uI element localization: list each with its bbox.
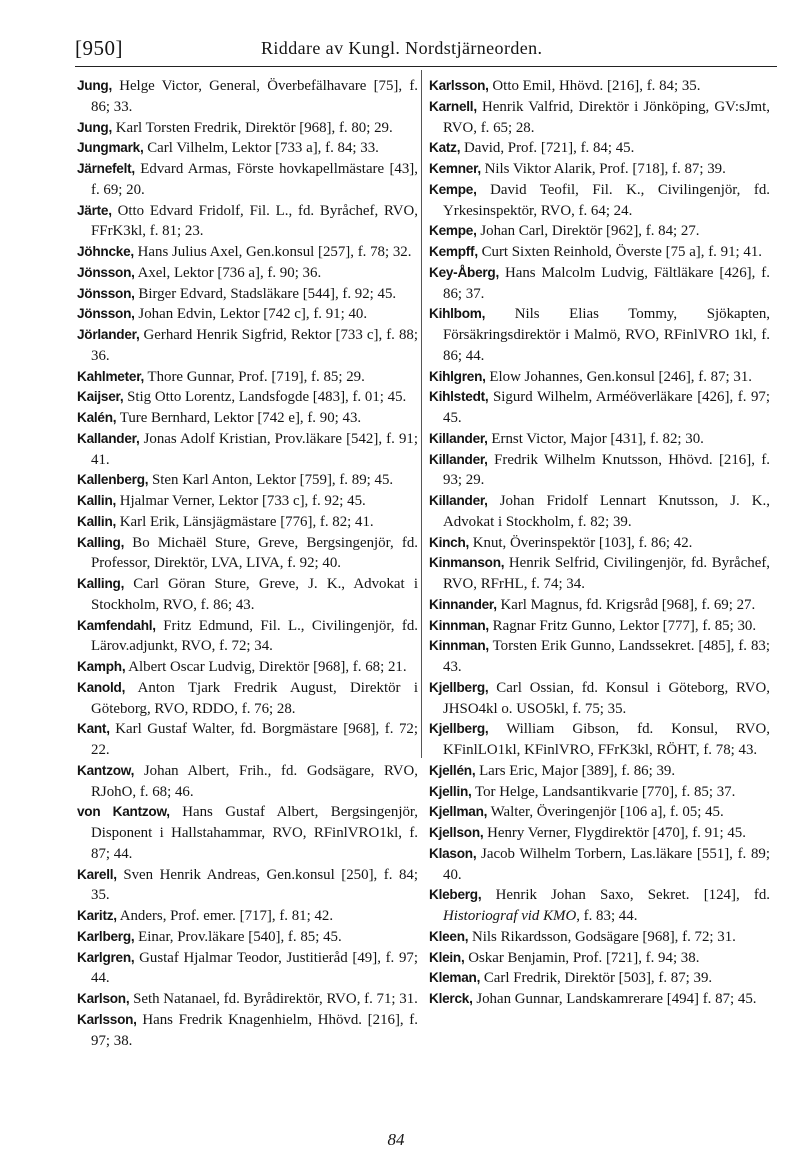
entry-details: Carl Göran Sture, Greve, J. K., Advokat i Stockholm, RVO, f. 86; 43.	[91, 576, 418, 613]
entry-details: Henrik Selfrid, Civilingenjör, fd. Byråchef, RVO, RFrHL, f. 74; 34.	[443, 555, 770, 592]
entry-details: Torsten Erik Gunno, Landssekret. [485], f. 83; 43.	[443, 638, 770, 675]
entry	[77, 284, 418, 305]
entry-details: Hans Malcolm Ludvig, Fältläkare [426], f. 86; 37.	[443, 264, 770, 302]
entry-surname: Järte,	[77, 202, 112, 218]
entry-surname: Jung,	[77, 119, 112, 135]
entry	[429, 802, 770, 823]
entry-details: Henrik Valfrid, Direktör i Jönköping, GV:sJmt, RVO, f. 65; 28.	[443, 98, 770, 136]
entry-surname: Karlsson,	[429, 78, 489, 93]
entry-details: Karl Torsten Fredrik, Direktör [968], f. 80; 29.	[112, 119, 393, 136]
entry-details: Sigurd Wilhelm, Arméöverläkare [426], f. 97; 45.	[443, 389, 770, 426]
column-divider	[421, 70, 422, 758]
entry	[77, 989, 418, 1010]
entry-surname: Killander,	[429, 430, 488, 446]
entry-surname: Karnell,	[429, 98, 477, 114]
entry	[429, 678, 770, 720]
entry-details: Gustaf Hjalmar Teodor, Justitieråd [49], f. 97; 44.	[91, 949, 418, 987]
entry	[429, 97, 770, 139]
entry-details: Hans Gustaf Albert, Bergsingenjör, Disponent i Hallstahammar, RVO, RFinlVRO1kl, f. 87; 44.	[91, 804, 418, 862]
entry-surname: Karlsson,	[77, 1011, 137, 1027]
entry-surname: Kjellin,	[429, 783, 472, 799]
entry-surname: Karlson,	[77, 991, 130, 1006]
entry	[77, 761, 418, 803]
entry-details: Carl Vilhelm, Lektor [733 a], f. 84; 33.	[143, 140, 379, 157]
entry-details: Birger Edvard, Stadsläkare [544], f. 92; 45.	[134, 285, 397, 302]
entry	[429, 989, 770, 1010]
entry-surname: Karlgren,	[77, 949, 135, 965]
entry-details: Einar, Prov.läkare [540], f. 85; 45.	[134, 928, 342, 945]
entry-surname: Kempe,	[429, 181, 477, 197]
entry-details: Hjalmar Verner, Lektor [733 c], f. 92; 45.	[116, 493, 366, 509]
entry	[429, 761, 770, 782]
entry-details: Sten Karl Anton, Lektor [759], f. 89; 45.	[148, 472, 394, 489]
entry-surname: Kleman,	[429, 970, 481, 986]
entry	[77, 533, 418, 575]
entry	[429, 450, 770, 492]
entry-surname: Kjellén,	[429, 762, 476, 778]
entry-details: Thore Gunnar, Prof. [719], f. 85; 29.	[144, 368, 365, 385]
entry-details: Fredrik Wilhelm Knutsson, Hhövd. [216], f. 93; 29.	[443, 451, 770, 489]
entry-surname: Key-Åberg,	[429, 264, 500, 280]
entry-details: Oskar Benjamin, Prof. [721], f. 94; 38.	[464, 949, 700, 966]
entry-details: Tor Helge, Landsantikvarie [770], f. 85; 37.	[471, 783, 736, 800]
entry	[77, 367, 418, 388]
entry-surname: Karlberg,	[77, 928, 135, 944]
entry	[429, 533, 770, 554]
entry-details: Henry Verner, Flygdirektör [470], f. 91; 45.	[483, 825, 746, 841]
entry-surname: Jönsson,	[77, 285, 135, 301]
entry	[429, 968, 770, 989]
entry-details: William Gibson, fd. Konsul, RVO, KFinlLO1kl, KFinlVRO, FFrK3kl, RÖHT, f. 78; 43.	[443, 721, 770, 758]
entry-details: Nils Viktor Alarik, Prof. [718], f. 87; 39.	[480, 161, 726, 177]
entry-details: Jacob Wilhelm Torbern, Las.läkare [551], f. 89; 40.	[443, 845, 770, 883]
entry-details: Bo Michaël Sture, Greve, Bergsingenjör, fd. Professor, Direktör, LVA, LIVA, f. 92; 40.	[91, 534, 418, 572]
entry-details: Knut, Överinspektör [103], f. 86; 42.	[469, 534, 693, 551]
entry-surname: Jönsson,	[77, 306, 135, 322]
entry-details: Johan Albert, Frih., fd. Godsägare, RVO, RJohO, f. 68; 46.	[91, 762, 418, 800]
entry-surname: Jöhncke,	[77, 244, 134, 259]
header-rule	[75, 66, 777, 67]
entry	[429, 782, 770, 803]
entry-details: Karl Erik, Länsjägmästare [776], f. 82; 41.	[116, 513, 374, 530]
entry-surname: Kihlstedt,	[429, 389, 489, 405]
entry-surname: Kaijser,	[77, 389, 124, 405]
entry	[77, 927, 418, 948]
entry-surname: Jung,	[77, 78, 112, 93]
entry	[429, 367, 770, 388]
entry	[429, 263, 770, 305]
footer-page-number: 84	[387, 1130, 405, 1149]
entry-surname: Killander,	[429, 493, 488, 508]
page-title: Riddare av Kungl. Nordstjärneorden.	[261, 38, 543, 58]
entry-surname: Kinnman,	[429, 638, 489, 654]
entry	[77, 865, 418, 907]
entry	[77, 616, 418, 658]
entry-surname: Kamfendahl,	[77, 617, 156, 633]
entry	[429, 595, 770, 616]
entry-details: Helge Victor, General, Överbefälhavare [75], f. 86; 33.	[91, 78, 418, 115]
entry-details: Walter, Överingenjör [106 a], f. 05; 45.	[487, 804, 724, 821]
entry-surname: Jönsson,	[77, 264, 135, 280]
entry	[77, 429, 418, 471]
entry-details: Johan Fridolf Lennart Knutsson, J. K., Advokat i Stockholm, f. 82; 39.	[443, 493, 770, 530]
entry-surname: Kihlgren,	[429, 368, 486, 384]
entry	[77, 1010, 418, 1052]
entry-surname: Kleen,	[429, 928, 469, 944]
entry-surname: Kihlbom,	[429, 306, 486, 322]
entry-details: Nils Rikardsson, Godsägare [968], f. 72; 31.	[468, 928, 736, 945]
entry-details: Johan Gunnar, Landskamrerare [494] f. 87; 45.	[472, 991, 757, 1007]
entry	[429, 159, 770, 180]
entry-details: Edvard Armas, Förste hovkapellmästare [43], f. 69; 20.	[91, 161, 418, 198]
right-column	[429, 76, 770, 1010]
entry-details: Johan Edvin, Lektor [742 c], f. 91; 40.	[134, 306, 368, 323]
entry-surname: Klein,	[429, 949, 465, 965]
entry-surname: Kjellman,	[429, 804, 488, 820]
entry-details: Hans Julius Axel, Gen.konsul [257], f. 78; 32.	[133, 244, 412, 260]
entry	[77, 512, 418, 533]
entry-surname: Kallin,	[77, 513, 117, 529]
entry	[429, 948, 770, 969]
entry-details: Karl Magnus, fd. Krigsråd [968], f. 69; 27.	[496, 596, 756, 613]
entry-details: Seth Natanael, fd. Byrådirektör, RVO, f. 71; 31.	[129, 991, 418, 1007]
entry	[77, 470, 418, 491]
entry	[77, 802, 418, 864]
entry	[429, 823, 770, 844]
entry-surname: von Kantzow,	[77, 804, 170, 820]
entry-details: Gerhard Henrik Sigfrid, Rektor [733 c], f. 88; 36.	[91, 327, 418, 364]
page-number: [950]	[75, 36, 123, 60]
entry-details: Stig Otto Lorentz, Landsfogde [483], f. 01; 45.	[123, 389, 407, 406]
entry-surname: Kempff,	[429, 244, 478, 259]
entry	[429, 138, 770, 159]
entry-surname: Kalén,	[77, 410, 117, 425]
entry-surname: Järnefelt,	[77, 161, 135, 176]
entry-details: Elow Johannes, Gen.konsul [246], f. 87; 31.	[485, 368, 753, 385]
left-column	[77, 76, 418, 1051]
entry	[77, 948, 418, 990]
entry-surname: Jörlander,	[77, 327, 140, 342]
entry-surname: Klerck,	[429, 991, 473, 1006]
entry-surname: Kallander,	[77, 430, 140, 446]
entry	[429, 387, 770, 429]
entry-surname: Kant,	[77, 721, 110, 737]
entry-details: Anton Tjark Fredrik August, Direktör i Göteborg, RVO, RDDO, f. 76; 28.	[91, 679, 418, 717]
entry-surname: Kinnander,	[429, 596, 497, 612]
entry-details: Karl Gustaf Walter, fd. Borgmästare [968], f. 72; 22.	[91, 721, 418, 758]
entry	[77, 242, 418, 263]
entry-details: Otto Emil, Hhövd. [216], f. 84; 35.	[488, 78, 701, 94]
entry-surname: Karell,	[77, 866, 117, 882]
entry	[77, 201, 418, 243]
entry-surname: Kinmanson,	[429, 555, 505, 571]
entry-details: Hans Fredrik Knagenhielm, Hhövd. [216], f. 97; 38.	[91, 1011, 418, 1049]
entry-surname: Kjellberg,	[429, 721, 489, 737]
entry	[429, 242, 770, 263]
entry	[77, 491, 418, 512]
entry	[77, 678, 418, 720]
entry-details: Ture Bernhard, Lektor [742 e], f. 90; 43.	[116, 410, 362, 426]
entry	[429, 885, 770, 927]
entry-surname: Klason,	[429, 845, 477, 861]
entry	[77, 138, 418, 159]
entry	[429, 76, 770, 97]
entry-surname: Kleberg,	[429, 887, 482, 903]
entry-details: Carl Fredrik, Direktör [503], f. 87; 39.	[480, 970, 713, 987]
entry-surname: Karitz,	[77, 908, 117, 923]
entry	[77, 387, 418, 408]
entry-surname: Kemner,	[429, 161, 481, 176]
entry-details: David, Prof. [721], f. 84; 45.	[460, 140, 635, 157]
entry	[429, 636, 770, 678]
entry	[77, 159, 418, 201]
entry	[429, 180, 770, 222]
entry	[77, 263, 418, 284]
page-header	[75, 36, 775, 66]
entry	[77, 408, 418, 429]
entry-details: Henrik Johan Saxo, Sekret. [124], fd. Historiograf vid KMO, f. 83; 44.	[443, 887, 770, 924]
entry-surname: Katz,	[429, 140, 461, 156]
entry-details: Curt Sixten Reinhold, Överste [75 a], f. 91; 41.	[477, 244, 762, 260]
entry-surname: Kempe,	[429, 223, 477, 239]
entry	[77, 304, 418, 325]
entry-surname: Killander,	[429, 451, 488, 467]
entry-details: Lars Eric, Major [389], f. 86; 39.	[475, 762, 676, 779]
entry-details: David Teofil, Fil. K., Civilingenjör, fd. Yrkesinspektör, RVO, f. 64; 24.	[443, 181, 770, 219]
entry-surname: Kjellson,	[429, 825, 484, 840]
entry-surname: Kjellberg,	[429, 679, 489, 695]
entry-surname: Kalling,	[77, 534, 125, 550]
entry	[77, 76, 418, 118]
entry	[429, 553, 770, 595]
entry-surname: Kahlmeter,	[77, 368, 145, 384]
entry-surname: Kalling,	[77, 576, 125, 591]
entry	[77, 118, 418, 139]
entry	[429, 719, 770, 761]
entry-surname: Kinnman,	[429, 617, 489, 633]
entry	[429, 429, 770, 450]
entry-surname: Kantzow,	[77, 762, 135, 778]
entry	[77, 906, 418, 927]
entry	[429, 491, 770, 533]
entry-surname: Jungmark,	[77, 140, 144, 156]
entry	[77, 574, 418, 616]
entry-surname: Kallenberg,	[77, 472, 149, 488]
entry-surname: Kamph,	[77, 659, 126, 674]
entry-details: Otto Edvard Fridolf, Fil. L., fd. Byråchef, RVO, FFrK3kl, f. 81; 23.	[91, 202, 418, 240]
entry-details: Ragnar Fritz Gunno, Lektor [777], f. 85; 30.	[488, 617, 757, 634]
entry	[429, 304, 770, 366]
entry	[429, 616, 770, 637]
entry-details: Carl Ossian, fd. Konsul i Göteborg, RVO, JHSO4kl o. USO5kl, f. 75; 35.	[443, 679, 770, 717]
entry	[429, 844, 770, 886]
entry	[77, 325, 418, 367]
entry-details: Fritz Edmund, Fil. L., Civilingenjör, fd. Lärov.adjunkt, RVO, f. 72; 34.	[91, 617, 418, 655]
entry-details: Albert Oscar Ludvig, Direktör [968], f. 68; 21.	[125, 659, 407, 675]
entry-details: Jonas Adolf Kristian, Prov.läkare [542], f. 91; 41.	[91, 430, 418, 468]
entry	[77, 719, 418, 761]
entry-surname: Kanold,	[77, 679, 126, 695]
entry-details: Nils Elias Tommy, Sjökapten, Försäkringsdirektör i Malmö, RVO, RFinlVRO 1kl, f. 86; 44.	[443, 306, 770, 364]
entry-surname: Kinch,	[429, 534, 470, 550]
entry-details: Axel, Lektor [736 a], f. 90; 36.	[134, 264, 322, 281]
entry-details: Sven Henrik Andreas, Gen.konsul [250], f. 84; 35.	[91, 866, 418, 904]
entry	[77, 657, 418, 678]
entry	[429, 927, 770, 948]
entry-surname: Kallin,	[77, 493, 117, 508]
entry	[429, 221, 770, 242]
entry-details: Anders, Prof. emer. [717], f. 81; 42.	[116, 908, 334, 924]
entry-details: Johan Carl, Direktör [962], f. 84; 27.	[476, 223, 700, 240]
entry-details: Ernst Victor, Major [431], f. 82; 30.	[487, 430, 704, 447]
